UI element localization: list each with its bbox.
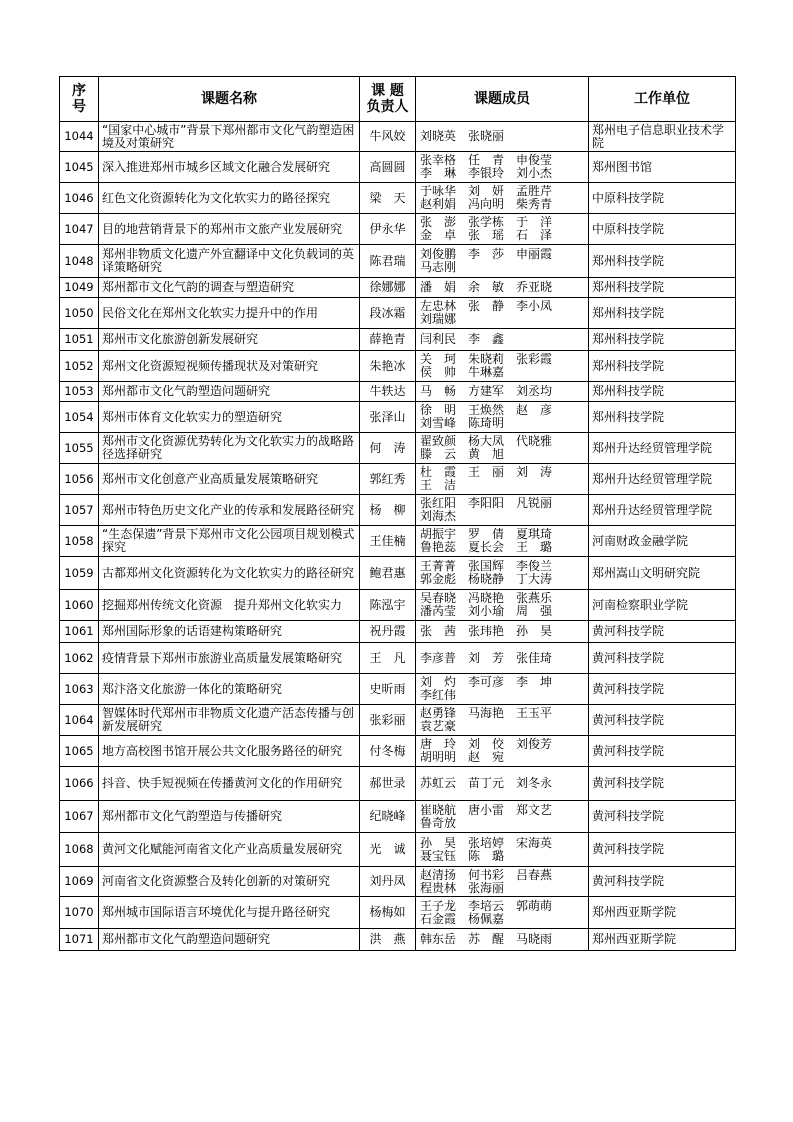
- member-line: 郭金彪 杨晓静 丁大涛: [420, 572, 553, 586]
- cell-seq: 1047: [60, 214, 99, 245]
- cell-seq: 1049: [60, 278, 99, 298]
- cell-title: 古都郑州文化资源转化为文化软实力的路径研究: [99, 557, 360, 590]
- cell-seq: 1054: [60, 402, 99, 433]
- member-line: 鲁奇放: [420, 815, 457, 830]
- cell-title: 抖音、快手短视频在传播黄河文化的作用研究: [99, 767, 360, 801]
- cell-org: 中原科技学院: [589, 214, 736, 245]
- member-line: 鲁艳蕊 夏长会 王 璐: [420, 540, 553, 554]
- table-row: [60, 382, 736, 402]
- cell-org: 郑州科技学院: [589, 245, 736, 278]
- header-seq-line: 序: [72, 83, 86, 99]
- cell-title: 疫情背景下郑州市旅游业高质量发展策略研究: [99, 643, 360, 674]
- cell-org: 黄河科技学院: [589, 621, 736, 643]
- cell-members: [416, 329, 589, 351]
- member-line: 袁艺豪: [420, 719, 457, 733]
- member-line: 刘海杰: [420, 509, 457, 523]
- cell-seq: 1071: [60, 929, 99, 951]
- project-table: [59, 76, 736, 951]
- member-line: 李彦普 刘 芳 张佳琦: [420, 650, 553, 665]
- cell-title: 郑州城市国际语言环境优化与提升路径研究: [99, 897, 360, 929]
- cell-org: 郑州升达经贸管理学院: [589, 464, 736, 495]
- cell-title: 民俗文化在郑州文化软实力提升中的作用: [99, 298, 360, 329]
- cell-title: 深入推进郑州市城乡区域文化融合发展研究: [99, 152, 360, 183]
- cell-org: 黄河科技学院: [589, 833, 736, 867]
- cell-members: [416, 278, 589, 298]
- cell-seq: 1052: [60, 351, 99, 382]
- member-line: 刘俊鹏 李 莎 申丽霞: [420, 247, 553, 261]
- member-line: 赵勇锋 马海艳 王玉平: [420, 706, 553, 720]
- member-line: 崔晓航 唐小雷 郑文艺: [420, 802, 553, 817]
- cell-org: 黄河科技学院: [589, 767, 736, 801]
- cell-members: [416, 402, 589, 433]
- cell-title: “生态保遗”背景下郑州市文化公园项目规划模式探究: [99, 526, 360, 557]
- member-line: 张 茜 张玮艳 孙 昊: [420, 624, 553, 638]
- cell-members: [416, 183, 589, 214]
- cell-lead: 史昕雨: [360, 674, 416, 705]
- member-line: 翟致颜 杨大凤 代晓雅: [420, 434, 553, 448]
- cell-org: 河南财政金融学院: [589, 526, 736, 557]
- cell-lead: 刘丹凤: [360, 867, 416, 897]
- cell-lead: 王 凡: [360, 643, 416, 674]
- cell-members: [416, 152, 589, 183]
- cell-lead: 张泽山: [360, 402, 416, 433]
- cell-org: 黄河科技学院: [589, 643, 736, 674]
- cell-seq: 1063: [60, 674, 99, 705]
- cell-org: 黄河科技学院: [589, 736, 736, 767]
- member-line: 唐 玲 刘 佼 刘俊芳: [420, 737, 553, 751]
- cell-title: 郑州市特色历史文化产业的传承和发展路径研究: [99, 495, 360, 526]
- cell-title: 红色文化资源转化为文化软实力的路径探究: [99, 183, 360, 214]
- member-line: 赵利娟 冯向明 柴秀青: [420, 197, 553, 211]
- cell-seq: 1062: [60, 643, 99, 674]
- member-line: 关 珂 朱晓莉 张彩霞: [420, 352, 553, 366]
- member-line: 徐 明 王焕然 赵 彦: [420, 403, 553, 417]
- cell-title: 目的地营销背景下的郑州市文旅产业发展研究: [99, 214, 360, 245]
- member-line: 滕 云 黄 旭: [420, 447, 505, 461]
- table-row: [60, 767, 736, 801]
- header-lead-line: 负责人: [366, 99, 409, 115]
- cell-seq: 1070: [60, 897, 99, 929]
- cell-org: 黄河科技学院: [589, 801, 736, 833]
- member-line: 侯 帅 牛琳嘉: [420, 365, 505, 379]
- cell-seq: 1068: [60, 833, 99, 867]
- project-list-sheet: [59, 76, 735, 951]
- cell-title: 郑州都市文化气韵的调查与塑造研究: [99, 278, 360, 298]
- cell-members: [416, 298, 589, 329]
- cell-seq: 1059: [60, 557, 99, 590]
- cell-lead: 洪 燕: [360, 929, 416, 951]
- header-lead-line: 课 题: [371, 83, 404, 99]
- cell-lead: 郭红秀: [360, 464, 416, 495]
- cell-seq: 1058: [60, 526, 99, 557]
- cell-seq: 1060: [60, 590, 99, 621]
- member-line: 杜 霞 王 丽 刘 涛: [420, 465, 553, 479]
- cell-title: 郑州都市文化气韵塑造问题研究: [99, 929, 360, 951]
- cell-lead: 付冬梅: [360, 736, 416, 767]
- cell-members: [416, 674, 589, 705]
- cell-title: 郑州市文化资源优势转化为文化软实力的战略路径选择研究: [99, 433, 360, 464]
- cell-title: 郑州国际形象的话语建构策略研究: [99, 621, 360, 643]
- cell-members: [416, 351, 589, 382]
- cell-title: 黄河文化赋能河南省文化产业高质量发展研究: [99, 833, 360, 867]
- cell-org: 郑州科技学院: [589, 382, 736, 402]
- member-line: 左忠林 张 静 李小凤: [420, 299, 553, 313]
- cell-org: 黄河科技学院: [589, 867, 736, 897]
- member-line: 李红伟: [420, 688, 457, 702]
- cell-org: 黄河科技学院: [589, 705, 736, 736]
- cell-lead: 杨 柳: [360, 495, 416, 526]
- cell-title: 郑州文化资源短视频传播现状及对策研究: [99, 351, 360, 382]
- table-row: [60, 298, 736, 329]
- cell-org: 黄河科技学院: [589, 674, 736, 705]
- cell-org: 郑州科技学院: [589, 329, 736, 351]
- table-row: [60, 464, 736, 495]
- table-row: [60, 433, 736, 464]
- table-row: [60, 526, 736, 557]
- member-line: 胡明明 赵 宛: [420, 750, 505, 764]
- table-body: [60, 122, 736, 951]
- cell-members: [416, 833, 589, 867]
- cell-lead: 徐娜娜: [360, 278, 416, 298]
- cell-org: 郑州嵩山文明研究院: [589, 557, 736, 590]
- member-line: 潘芮莹 刘小瑜 周 强: [420, 604, 553, 618]
- cell-lead: 何 涛: [360, 433, 416, 464]
- cell-org: 郑州电子信息职业技术学院: [589, 122, 736, 152]
- cell-org: 郑州科技学院: [589, 298, 736, 329]
- cell-members: [416, 929, 589, 951]
- member-line: 金 卓 张 瑶 石 泽: [420, 228, 553, 242]
- member-line: 马 畅 方建军 刘丞均: [420, 384, 553, 398]
- cell-members: [416, 621, 589, 643]
- table-row: [60, 736, 736, 767]
- cell-members: [416, 122, 589, 152]
- cell-title: 郑州非物质文化遗产外宣翻译中文化负载词的英译策略研究: [99, 245, 360, 278]
- cell-lead: 陈泓宇: [360, 590, 416, 621]
- table-row: [60, 801, 736, 833]
- cell-members: [416, 767, 589, 801]
- table-row: [60, 833, 736, 867]
- cell-members: [416, 245, 589, 278]
- header-seq: [60, 77, 99, 122]
- cell-org: 郑州升达经贸管理学院: [589, 433, 736, 464]
- cell-members: [416, 590, 589, 621]
- member-line: 王 洁: [420, 478, 457, 492]
- cell-members: [416, 382, 589, 402]
- cell-lead: 梁 天: [360, 183, 416, 214]
- member-line: 吴春晓 冯晓艳 张燕乐: [420, 591, 553, 605]
- member-line: 石金霞 杨佩嘉: [420, 911, 505, 926]
- table-row: [60, 183, 736, 214]
- member-line: 马志刚: [420, 260, 457, 274]
- cell-seq: 1066: [60, 767, 99, 801]
- cell-org: 郑州科技学院: [589, 402, 736, 433]
- cell-seq: 1056: [60, 464, 99, 495]
- member-line: 韩东岳 苏 醒 马晓雨: [420, 932, 553, 946]
- cell-title: 郑汴洛文化旅游一体化的策略研究: [99, 674, 360, 705]
- cell-members: [416, 464, 589, 495]
- cell-org: 河南检察职业学院: [589, 590, 736, 621]
- cell-lead: 郝世录: [360, 767, 416, 801]
- table-row: [60, 621, 736, 643]
- cell-seq: 1057: [60, 495, 99, 526]
- cell-lead: 陈君瑞: [360, 245, 416, 278]
- cell-lead: 牛轶达: [360, 382, 416, 402]
- cell-lead: 纪晓峰: [360, 801, 416, 833]
- table-row: [60, 929, 736, 951]
- cell-members: [416, 705, 589, 736]
- member-line: 苏虹云 苗丁元 刘冬永: [420, 776, 553, 790]
- cell-lead: 张彩丽: [360, 705, 416, 736]
- cell-members: [416, 897, 589, 929]
- cell-title: 地方高校图书馆开展公共文化服务路径的研究: [99, 736, 360, 767]
- cell-title: 智媒体时代郑州市非物质文化遗产活态传播与创新发展研究: [99, 705, 360, 736]
- member-line: 程贵林 张海丽: [420, 880, 505, 895]
- member-line: 刘瑞娜: [420, 312, 457, 326]
- header-members: 课题成员: [416, 77, 589, 122]
- table-row: [60, 674, 736, 705]
- cell-org: 郑州升达经贸管理学院: [589, 495, 736, 526]
- member-line: 胡振宇 罗 倩 夏琪琦: [420, 527, 553, 541]
- cell-title: “国家中心城市”背景下郑州都市文化气韵塑造困境及对策研究: [99, 122, 360, 152]
- member-line: 潘 娟 余 敏 乔亚晓: [420, 280, 553, 294]
- table-row: [60, 867, 736, 897]
- cell-seq: 1046: [60, 183, 99, 214]
- table-row: [60, 590, 736, 621]
- member-line: 王子龙 李培云 郭萌萌: [420, 898, 553, 913]
- cell-members: [416, 643, 589, 674]
- cell-members: [416, 433, 589, 464]
- member-line: 张幸格 任 青 申俊莹: [420, 153, 553, 167]
- cell-seq: 1061: [60, 621, 99, 643]
- table-row: [60, 122, 736, 152]
- table-row: [60, 214, 736, 245]
- cell-seq: 1055: [60, 433, 99, 464]
- cell-title: 郑州都市文化气韵塑造问题研究: [99, 382, 360, 402]
- member-line: 刘晓英 张晓丽: [420, 129, 505, 143]
- cell-title: 郑州市文化旅游创新发展研究: [99, 329, 360, 351]
- cell-lead: 鲍君惠: [360, 557, 416, 590]
- cell-lead: 祝丹霞: [360, 621, 416, 643]
- cell-seq: 1044: [60, 122, 99, 152]
- cell-org: 郑州西亚斯学院: [589, 897, 736, 929]
- cell-seq: 1069: [60, 867, 99, 897]
- header-seq-line: 号: [72, 99, 86, 115]
- cell-members: [416, 801, 589, 833]
- member-line: 刘雪峰 陈琦明: [420, 416, 505, 430]
- cell-title: 郑州市文化创意产业高质量发展策略研究: [99, 464, 360, 495]
- member-line: 闫利民 李 鑫: [420, 332, 505, 346]
- header-title: 课题名称: [99, 77, 360, 122]
- table-row: [60, 278, 736, 298]
- table-row: [60, 557, 736, 590]
- cell-seq: 1064: [60, 705, 99, 736]
- cell-members: [416, 526, 589, 557]
- cell-org: 郑州科技学院: [589, 351, 736, 382]
- cell-seq: 1048: [60, 245, 99, 278]
- cell-seq: 1051: [60, 329, 99, 351]
- member-line: 张 澎 张学栋 于 洋: [420, 215, 553, 229]
- cell-seq: 1067: [60, 801, 99, 833]
- header-org: 工作单位: [589, 77, 736, 122]
- table-row: [60, 643, 736, 674]
- table-row: [60, 897, 736, 929]
- cell-members: [416, 867, 589, 897]
- table-row: [60, 245, 736, 278]
- header-lead: [360, 77, 416, 122]
- cell-lead: 牛风姣: [360, 122, 416, 152]
- table-row: [60, 402, 736, 433]
- cell-lead: 薛艳青: [360, 329, 416, 351]
- cell-lead: 伊永华: [360, 214, 416, 245]
- cell-lead: 高圆圆: [360, 152, 416, 183]
- cell-members: [416, 736, 589, 767]
- cell-members: [416, 214, 589, 245]
- member-line: 赵清扬 何书彩 吕春燕: [420, 867, 553, 882]
- table-row: [60, 329, 736, 351]
- cell-org: 郑州科技学院: [589, 278, 736, 298]
- table-row: [60, 705, 736, 736]
- table-row: [60, 495, 736, 526]
- cell-lead: 杨梅如: [360, 897, 416, 929]
- cell-seq: 1053: [60, 382, 99, 402]
- cell-title: 挖掘郑州传统文化资源 提升郑州文化软实力: [99, 590, 360, 621]
- cell-org: 郑州图书馆: [589, 152, 736, 183]
- cell-org: 郑州西亚斯学院: [589, 929, 736, 951]
- cell-title: 郑州都市文化气韵塑造与传播研究: [99, 801, 360, 833]
- cell-lead: 光 诚: [360, 833, 416, 867]
- cell-org: 中原科技学院: [589, 183, 736, 214]
- cell-seq: 1045: [60, 152, 99, 183]
- member-line: 聂宝钰 陈 璐: [420, 848, 505, 863]
- member-line: 张红阳 李阳阳 凡锐丽: [420, 496, 553, 510]
- cell-title: 郑州市体育文化软实力的塑造研究: [99, 402, 360, 433]
- cell-members: [416, 557, 589, 590]
- member-line: 王菁菁 张国辉 李俊兰: [420, 559, 553, 573]
- cell-members: [416, 495, 589, 526]
- member-line: 刘 灼 李可彦 李 坤: [420, 675, 553, 689]
- cell-lead: 段冰霜: [360, 298, 416, 329]
- table-header-row: [60, 77, 736, 122]
- cell-title: 河南省文化资源整合及转化创新的对策研究: [99, 867, 360, 897]
- cell-lead: 王佳楠: [360, 526, 416, 557]
- cell-seq: 1050: [60, 298, 99, 329]
- table-row: [60, 351, 736, 382]
- table-row: [60, 152, 736, 183]
- member-line: 李 琳 李银玲 刘小杰: [420, 166, 553, 180]
- cell-seq: 1065: [60, 736, 99, 767]
- member-line: 孙 昊 张培婷 宋海英: [420, 835, 553, 850]
- member-line: 于咏华 刘 妍 孟胜芹: [420, 184, 553, 198]
- cell-lead: 朱艳冰: [360, 351, 416, 382]
